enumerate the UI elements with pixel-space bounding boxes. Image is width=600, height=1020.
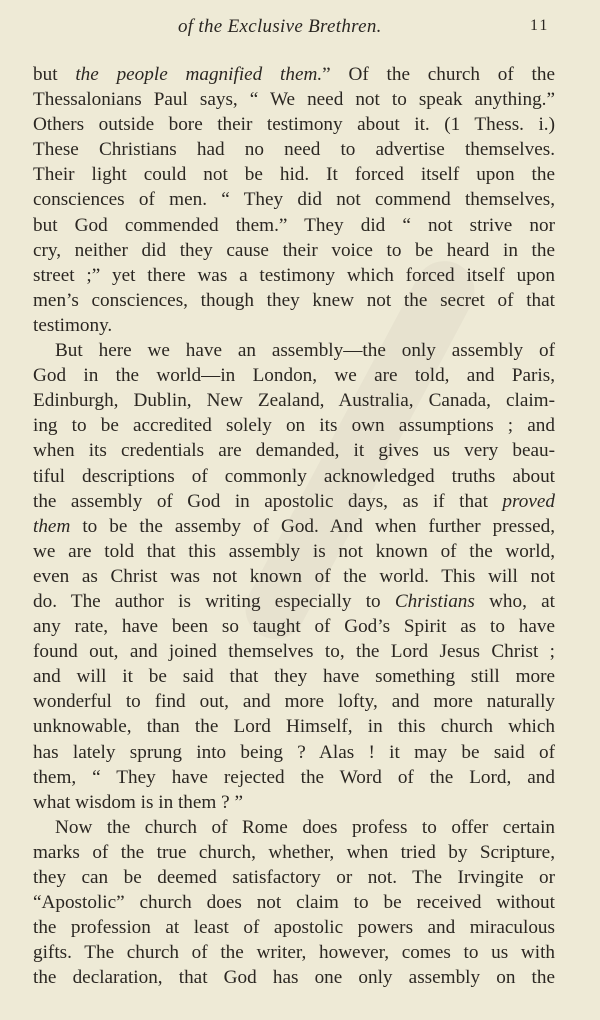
text-run: cry, neither did they cause their voice to be heard in the [33,239,555,261]
text-run: Their light could not be hid. It forced itself upon the [33,164,555,186]
text-run: to be the assemby of God. And when further pressed, [70,515,555,537]
text-run: do. The author is writing especially to [33,590,395,612]
text-run: street ;” yet there was a testimony which forced itself upon [33,264,555,286]
text-run: the declaration, that God has one only assembly on the [33,967,555,989]
text-line [33,313,555,338]
text-run: we are told that this assembly is not known of the world, [33,540,555,562]
body-text [33,62,555,990]
text-line [33,464,555,489]
text-run: But here we have an assembly—the only assembly of [55,340,555,362]
text-run: testimony. [33,314,113,336]
italic-text: the people magnified them. [75,64,323,85]
text-run: marks of the true church, whether, when tried by Scripture, [33,841,555,863]
italic-text: Christians [394,590,475,612]
text-line [33,815,555,840]
text-line [33,614,555,639]
italic-text: proved [502,490,555,512]
text-line [33,489,555,514]
text-line [33,263,555,288]
text-line [33,162,555,187]
text-line [33,514,555,539]
text-line [33,413,555,438]
text-line [33,137,555,162]
text-line [33,639,555,664]
text-line [33,213,555,238]
text-run: them, “ They have rejected the Word of the Lord, and [33,766,555,788]
text-run: and will it be said that they have something still more [33,666,555,688]
text-run: any rate, have been so taught of God’s Spirit as to have [33,616,555,638]
text-run: the profession at least of apostolic powers and miraculous [33,917,555,939]
page-number: 11 [530,17,550,34]
text-line [33,840,555,865]
text-run: who, at [474,590,555,612]
text-line [33,388,555,413]
text-run: they can be deemed satisfactory or not. The Irvingite or [33,867,555,888]
text-run: unknowable, than the Lord Himself, in this church which [33,716,555,738]
text-line [33,714,555,739]
text-run: God in the world—in London, we are told, and Paris, [33,365,555,387]
text-run: even as Christ was not known of the world. This will not [33,565,555,587]
text-run: consciences of men. “ They did not commend themselves, [33,189,555,211]
text-line [33,664,555,689]
text-run: ” Of the church of the [322,64,555,85]
text-line [33,790,555,815]
paragraph [33,815,555,991]
text-run: gifts. The church of the writer, however, comes to us with [33,942,555,964]
text-line [33,62,555,87]
text-line [33,338,555,363]
text-run: Now the church of Rome does profess to offer certain [55,816,555,838]
text-run: when its credentials are demanded, it gives us very beau- [33,440,555,462]
text-run: the assembly of God in apostolic days, as if that [33,490,503,512]
text-run: “Apostolic” church does not claim to be received without [33,892,555,914]
text-line [33,765,555,790]
text-line [33,965,555,990]
paragraph [33,338,555,815]
text-line [33,363,555,388]
text-line [33,564,555,589]
text-line [33,915,555,940]
paragraph [33,62,555,338]
text-line [33,187,555,212]
text-run: Others outside bore their testimony about it. (1 Thess. i.) [33,114,555,136]
text-run: but God commended them.” They did “ not strive nor [33,214,555,236]
text-line [33,740,555,765]
text-line [33,689,555,714]
text-run: but [33,64,76,85]
text-line [33,940,555,965]
text-run: Thessalonians Paul says, “ We need not to speak anything.” [33,89,555,111]
text-run: found out, and joined themselves to, the Lord Jesus Christ ; [33,641,555,663]
text-line [33,87,555,112]
text-run: tiful descriptions of commonly acknowledged truths about [33,465,555,487]
text-line [33,238,555,263]
page-header [0,16,600,46]
text-line [33,112,555,137]
text-line [33,890,555,915]
text-run: men’s consciences, though they knew not the secret of that [33,289,555,311]
text-line [33,589,555,614]
text-line [33,865,555,890]
text-run: Edinburgh, Dublin, New Zealand, Australia, Canada, claim- [33,390,555,412]
text-run: what wisdom is in them ? ” [33,791,243,813]
text-line [33,288,555,313]
text-run: has lately sprung into being ? Alas ! it may be said of [33,741,555,763]
running-title: of the Exclusive Brethren. [178,16,382,37]
text-line [33,438,555,463]
text-run: ing to be accredited solely on its own assumptions ; and [33,415,555,437]
italic-text: them [33,515,71,537]
text-run: These Christians had no need to advertise themselves. [33,139,555,161]
text-line [33,539,555,564]
text-run: wonderful to find out, and more lofty, and more naturally [33,691,555,713]
